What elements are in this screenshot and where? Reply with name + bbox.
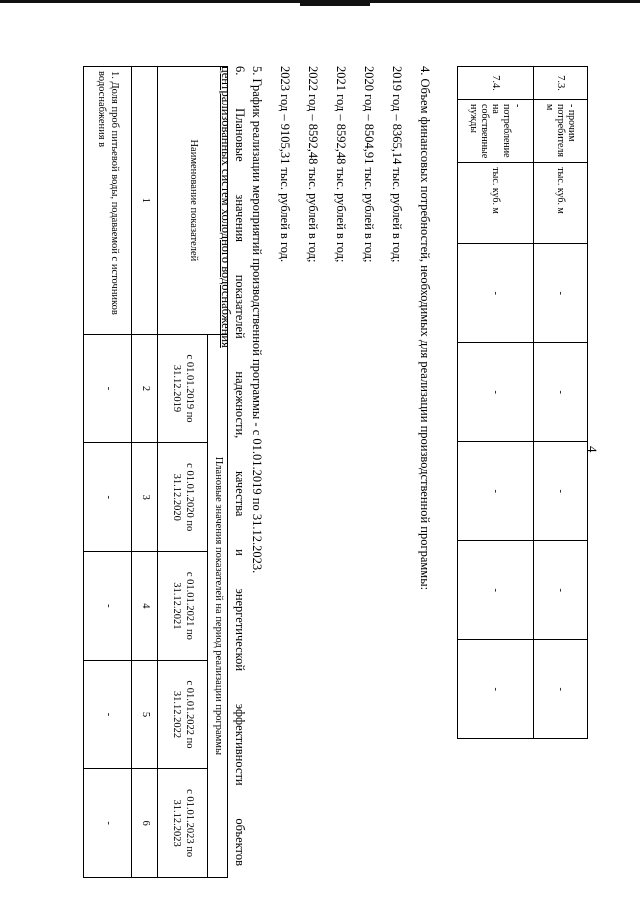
indicator-value: - [84,769,132,878]
period-header: с 01.01.2019 по 31.12.2019 [158,334,208,443]
row-unit: тыс. куб. м [458,163,534,244]
row-name: - потребление на собственные нужды [458,100,534,163]
financial-line: 2022 год – 8592,48 тыс. рублей в год; [306,66,320,263]
indicator-value: - [84,443,132,552]
table-row [458,67,534,739]
column-number: 1 [132,67,158,335]
row-number: 7.4. [458,67,534,100]
water-volume-table [457,66,588,739]
planned-values-header: Плановые значения показателей на период реализации программы [208,334,228,877]
period-header: с 01.01.2023 по 31.12.2023 [158,769,208,878]
indicator-value: - [84,552,132,661]
row-value: - [458,442,534,541]
scan-edge-mark [300,0,370,6]
row-unit: тыс. куб. м [534,163,588,244]
page-number: 4 [585,446,600,453]
row-name: - прочим потребителя м [534,100,588,163]
row-number: 7.3. [534,67,588,100]
row-value: - [458,244,534,343]
column-number: 6 [132,769,158,878]
period-header: с 01.01.2022 по 31.12.2022 [158,660,208,769]
column-number: 2 [132,334,158,443]
indicator-value: - [84,334,132,443]
section-5-text: 5. График реализации мероприятий производственной программы - с 01.01.2019 по 31.12.2023. [250,66,264,574]
row-value: - [534,640,588,739]
row-value: - [534,442,588,541]
indicator-name: 1. Доля проб питьевой воды, подаваемой с источников водоснабжения в [84,67,132,335]
column-number: 4 [132,552,158,661]
period-header: с 01.01.2021 по 31.12.2021 [158,552,208,661]
column-number-row [132,67,158,878]
section-6-heading-line1: 6. Плановые значения показателей надежности, качества и энергетической эффективности объектов [233,66,247,866]
financial-line: 2020 год – 8504,91 тыс. рублей в год; [362,66,376,263]
table-row [84,67,132,878]
row-value: - [458,640,534,739]
section-4-heading: 4. Объем финансовых потребностей, необходимых для реализации производственной программы: [418,66,432,591]
column-number: 3 [132,443,158,552]
row-value: - [534,244,588,343]
table-header-row [208,67,228,878]
indicator-name-header: Наименование показателей [158,67,228,335]
indicator-value: - [84,660,132,769]
row-value: - [534,343,588,442]
row-value: - [534,541,588,640]
rotated-document-page [40,36,600,886]
financial-line: 2023 год – 9105,31 тыс. рублей в год. [278,66,292,263]
section-6-heading-line2: централизованных систем холодного водоснабжения [219,66,233,348]
column-number: 5 [132,660,158,769]
financial-line: 2021 год – 8592,48 тыс. рублей в год; [334,66,348,263]
row-value: - [458,343,534,442]
period-header: с 01.01.2020 по 31.12.2020 [158,443,208,552]
row-value: - [458,541,534,640]
table-row [534,67,588,739]
indicators-table [83,66,228,878]
financial-line: 2019 год – 8365,14 тыс. рублей в год; [390,66,404,263]
